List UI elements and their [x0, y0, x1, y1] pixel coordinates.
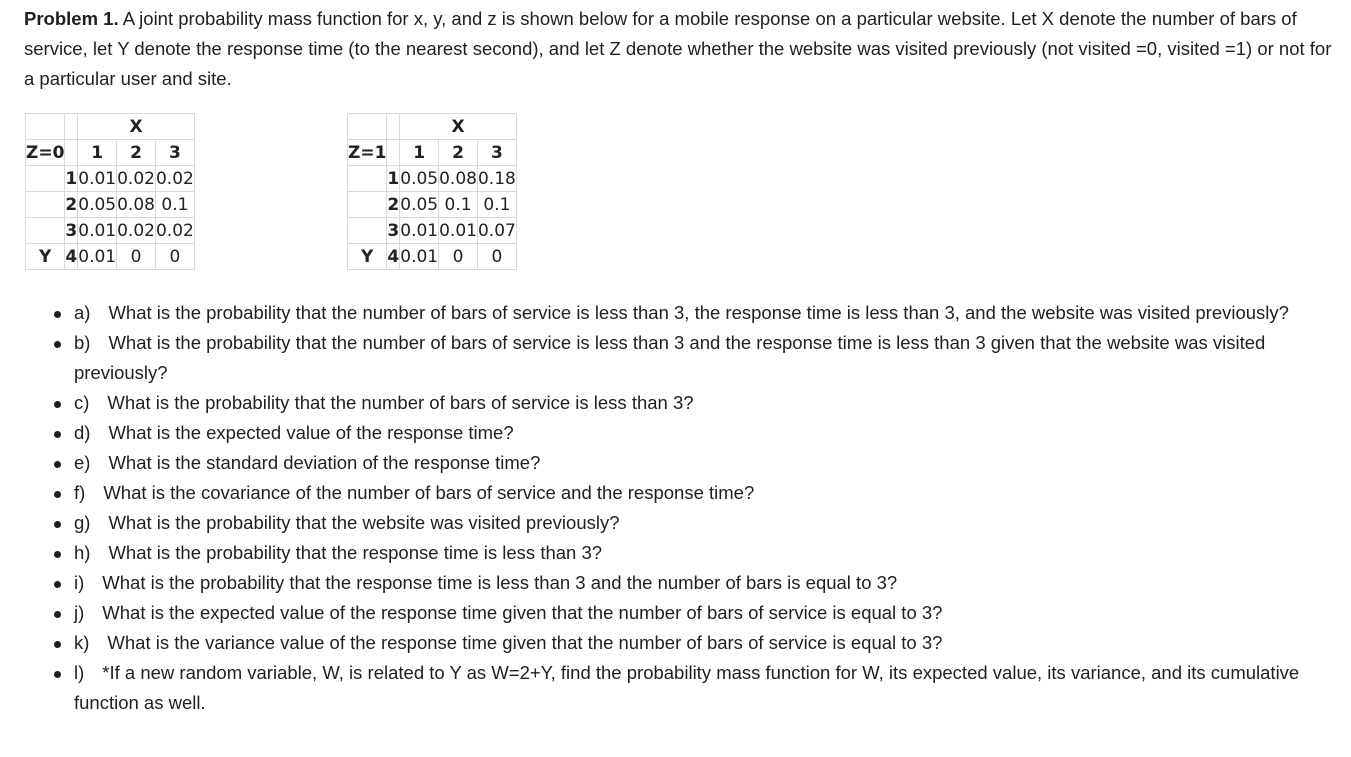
question-label: e)	[74, 452, 91, 473]
y-value: 1	[387, 166, 400, 192]
question-text: *If a new random variable, W, is related to Y as W=2+Y, find the probability mass function for W, its expected value, its variance, and its cumulative function as well.	[74, 662, 1300, 713]
x-value: 1	[400, 140, 439, 166]
question-label: g)	[74, 512, 91, 533]
question-label: f)	[74, 482, 86, 503]
question-item	[50, 478, 1340, 508]
question-label: k)	[74, 632, 90, 653]
question-text: What is the probability that the number of bars of service is less than 3, the response time is less than 3, and the website was visited previously?	[108, 302, 1289, 323]
y-value: 2	[65, 192, 78, 218]
y-label-cell	[26, 166, 65, 192]
question-item	[50, 598, 1340, 628]
question-text: What is the probability that the number of bars of service is less than 3?	[107, 392, 694, 413]
question-item	[50, 418, 1340, 448]
pmf-cell: 0.01	[78, 218, 117, 244]
corner-cell	[26, 114, 65, 140]
question-text: What is the standard deviation of the response time?	[108, 452, 541, 473]
question-label: a)	[74, 302, 91, 323]
question-item	[50, 628, 1340, 658]
question-text: What is the probability that the response time is less than 3?	[108, 542, 603, 563]
question-text: What is the expected value of the response time given that the number of bars of service is equal to 3?	[102, 602, 943, 623]
question-label: c)	[74, 392, 90, 413]
pmf-cell: 0.01	[400, 244, 439, 270]
question-item	[50, 508, 1340, 538]
pmf-cell: 0.1	[155, 192, 194, 218]
pmf-cell: 0.02	[155, 218, 194, 244]
pmf-cell: 0.05	[400, 192, 439, 218]
question-text: What is the variance value of the response time given that the number of bars of service is equal to 3?	[107, 632, 943, 653]
question-label: h)	[74, 542, 91, 563]
question-list	[50, 298, 1340, 718]
question-item	[50, 658, 1340, 718]
corner-cell	[387, 140, 400, 166]
question-label: i)	[74, 572, 85, 593]
pmf-cell: 0.02	[117, 166, 156, 192]
corner-cell	[348, 114, 387, 140]
corner-cell	[65, 114, 78, 140]
question-label: b)	[74, 332, 91, 353]
pmf-cell: 0.01	[78, 244, 117, 270]
pmf-cell: 0.08	[117, 192, 156, 218]
question-label: d)	[74, 422, 91, 443]
pmf-cell: 0	[477, 244, 516, 270]
z-label: Z=0	[26, 140, 65, 166]
pmf-cell: 0.01	[78, 166, 117, 192]
question-item	[50, 538, 1340, 568]
question-text: What is the probability that the website was visited previously?	[108, 512, 620, 533]
pmf-cell: 0.01	[439, 218, 478, 244]
pmf-cell: 0	[155, 244, 194, 270]
y-value: 4	[387, 244, 400, 270]
pmf-cell: 0.18	[477, 166, 516, 192]
x-header: X	[400, 114, 517, 140]
question-item	[50, 448, 1340, 478]
y-label-cell	[348, 218, 387, 244]
question-label: l)	[74, 662, 85, 683]
pmf-cell: 0.02	[155, 166, 194, 192]
y-value: 3	[65, 218, 78, 244]
problem-statement	[24, 4, 1342, 94]
question-item	[50, 298, 1340, 328]
y-label-cell	[348, 166, 387, 192]
question-text: What is the probability that the response time is less than 3 and the number of bars is equal to 3?	[102, 572, 898, 593]
problem-label: Problem 1.	[24, 8, 119, 29]
z-label: Z=1	[348, 140, 387, 166]
corner-cell	[387, 114, 400, 140]
y-label-cell	[348, 192, 387, 218]
question-item	[50, 388, 1340, 418]
x-header: X	[78, 114, 195, 140]
pmf-cell: 0.1	[477, 192, 516, 218]
question-text: What is the probability that the number of bars of service is less than 3 and the response time is less than 3 given that the website was visited previously?	[74, 332, 1266, 383]
question-item	[50, 328, 1340, 388]
y-label: Y	[348, 244, 387, 270]
x-value: 3	[155, 140, 194, 166]
x-value: 2	[117, 140, 156, 166]
y-label: Y	[26, 244, 65, 270]
y-label-cell	[26, 218, 65, 244]
x-value: 2	[439, 140, 478, 166]
pmf-cell: 0.01	[400, 218, 439, 244]
pmf-table-z0	[25, 113, 195, 270]
question-text: What is the expected value of the response time?	[108, 422, 514, 443]
y-label-cell	[26, 192, 65, 218]
pmf-cell: 0.02	[117, 218, 156, 244]
y-value: 1	[65, 166, 78, 192]
question-label: j)	[74, 602, 85, 623]
y-value: 4	[65, 244, 78, 270]
pmf-cell: 0	[117, 244, 156, 270]
y-value: 3	[387, 218, 400, 244]
pmf-cell: 0.05	[78, 192, 117, 218]
pmf-cell: 0	[439, 244, 478, 270]
pmf-cell: 0.08	[439, 166, 478, 192]
x-value: 1	[78, 140, 117, 166]
y-value: 2	[387, 192, 400, 218]
corner-cell	[65, 140, 78, 166]
pmf-table-z1	[347, 113, 517, 270]
problem-text: A joint probability mass function for x, y, and z is shown below for a mobile response on a particular website. Let X denote the number of bars of service, let Y denote the response time (to the nearest second), and let Z denote whether the website was visited previously (not visited =0, visited =1) or not for a particular user and site.	[24, 8, 1332, 89]
x-value: 3	[477, 140, 516, 166]
pmf-cell: 0.07	[477, 218, 516, 244]
question-text: What is the covariance of the number of bars of service and the response time?	[103, 482, 755, 503]
question-item	[50, 568, 1340, 598]
pmf-cell: 0.1	[439, 192, 478, 218]
pmf-cell: 0.05	[400, 166, 439, 192]
